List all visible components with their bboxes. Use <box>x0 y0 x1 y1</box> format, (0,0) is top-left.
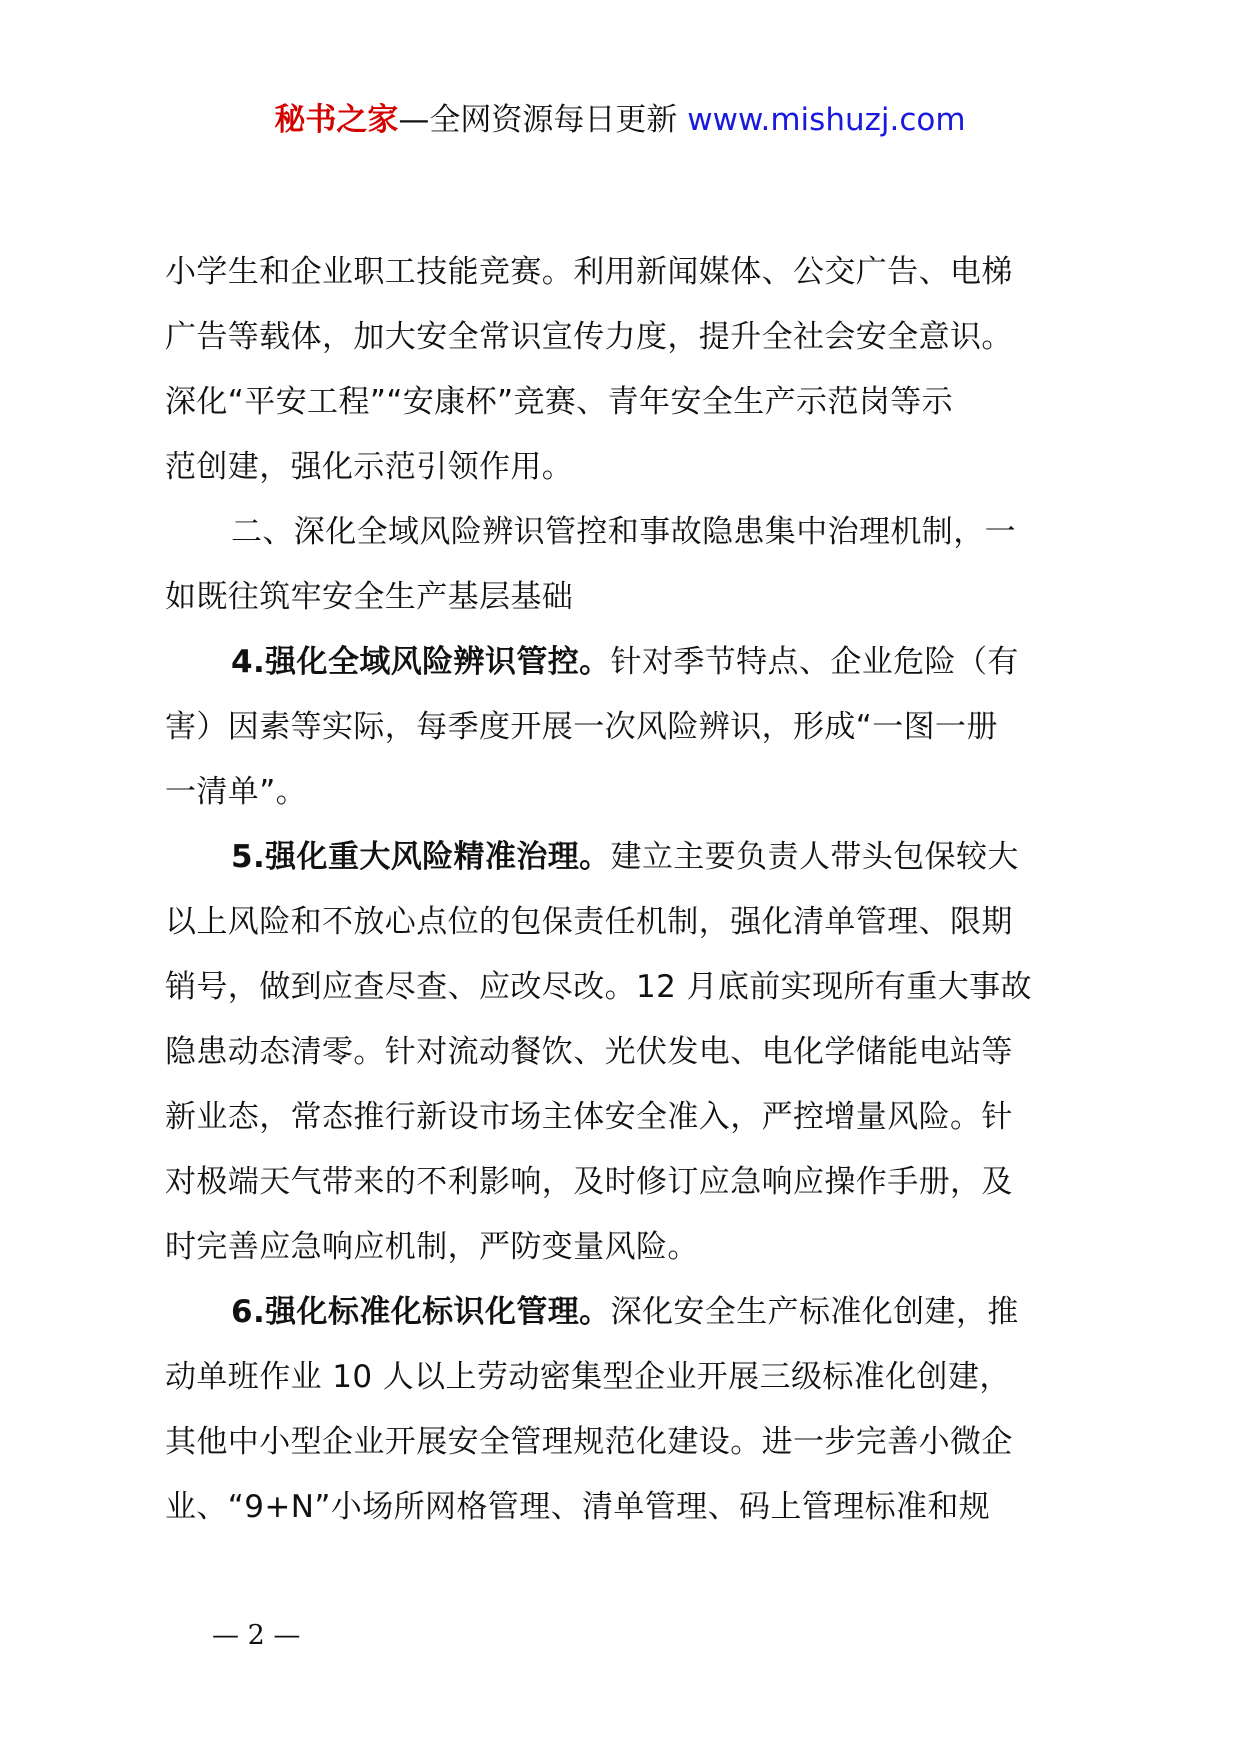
section-heading-line: 如既往筑牢安全生产基层基础 <box>165 579 574 615</box>
text-line: 隐患动态清零。针对流动餐饮、光伏发电、电化学储能电站等 <box>165 1034 1013 1070</box>
text-line: 害）因素等实际，每季度开展一次风险辨识，形成“一图一册 <box>165 709 998 745</box>
text-line: 业、“9+N”小场所网格管理、清单管理、码上管理标准和规 <box>165 1489 991 1525</box>
text-line: 新业态，常态推行新设市场主体安全准入，严控增量风险。针 <box>165 1099 1013 1135</box>
section-heading-line: 二、深化全域风险辨识管控和事故隐患集中治理机制，一 <box>231 514 1016 550</box>
header-tagline: —全网资源每日更新 <box>398 102 688 138</box>
text-line: 销号，做到应查尽查、应改尽改。12 月底前实现所有重大事故 <box>165 969 1032 1005</box>
text-line: 时完善应急响应机制，严防变量风险。 <box>165 1229 699 1265</box>
text-line: 其他中小型企业开展安全管理规范化建设。进一步完善小微企 <box>165 1424 1013 1460</box>
paragraph-4-first-line: 4.强化全域风险辨识管控。针对季节特点、企业危险（有 <box>231 644 1019 680</box>
site-header <box>0 98 1240 142</box>
site-url[interactable]: www.mishuzj.com <box>687 102 966 138</box>
text-line: 对极端天气带来的不利影响，及时修订应急响应操作手册，及 <box>165 1164 1013 1200</box>
document-body <box>165 240 1090 1540</box>
paragraph-5-title: 5.强化重大风险精准治理。 <box>231 839 611 875</box>
text-line: 小学生和企业职工技能竞赛。利用新闻媒体、公交广告、电梯 <box>165 254 1013 290</box>
text-line: 以上风险和不放心点位的包保责任机制，强化清单管理、限期 <box>165 904 1013 940</box>
text-line: 范创建，强化示范引领作用。 <box>165 449 574 485</box>
paragraph-5-first-line: 5.强化重大风险精准治理。建立主要负责人带头包保较大 <box>231 839 1019 875</box>
text-line: 动单班作业 10 人以上劳动密集型企业开展三级标准化创建， <box>165 1359 1011 1395</box>
text-line: 深化“平安工程”“安康杯”竞赛、青年安全生产示范岗等示 <box>165 384 954 420</box>
paragraph-6-first-line: 6.强化标准化标识化管理。深化安全生产标准化创建，推 <box>231 1294 1019 1330</box>
text-line: 一清单”。 <box>165 774 308 810</box>
paragraph-6-title: 6.强化标准化标识化管理。 <box>231 1294 611 1330</box>
page-number: — 2 — <box>212 1620 301 1651</box>
text-line: 广告等载体，加大安全常识宣传力度，提升全社会安全意识。 <box>165 319 1013 355</box>
paragraph-4-title: 4.强化全域风险辨识管控。 <box>231 644 611 680</box>
brand-name: 秘书之家 <box>274 102 399 138</box>
